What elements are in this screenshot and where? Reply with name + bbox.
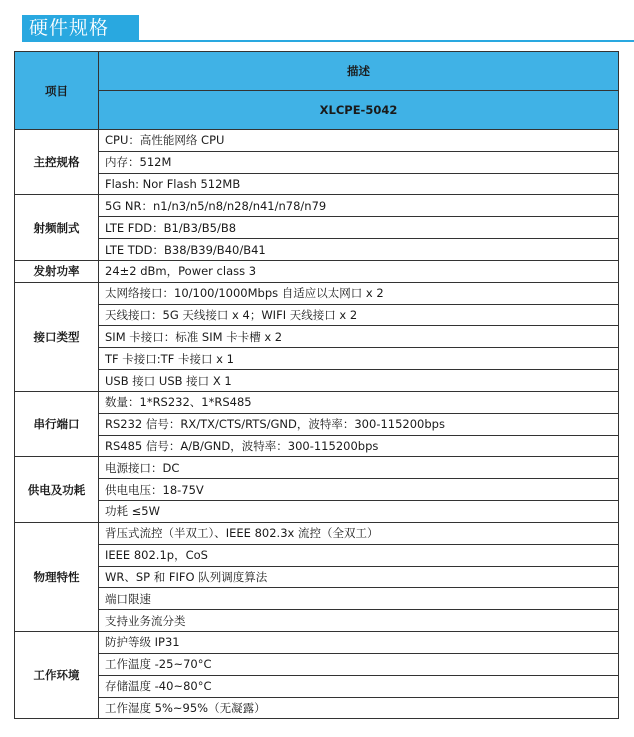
table-row [15,479,619,501]
category-cell: 接口类型 [15,282,99,391]
description-cell: 电源接口：DC [99,457,619,479]
table-row [15,544,619,566]
table-row [15,173,619,195]
description-cell: 工作温度 -25~70°C [99,653,619,675]
table-row [15,566,619,588]
table-row [15,304,619,326]
table-row [15,653,619,675]
header-model: XLCPE-5042 [99,91,619,130]
table-row [15,413,619,435]
category-cell: 工作环境 [15,632,99,719]
header-desc: 描述 [99,52,619,91]
table-row [15,260,619,282]
table-row [15,370,619,392]
table-row [15,348,619,370]
description-cell: 5G NR：n1/n3/n5/n8/n28/n41/n78/n79 [99,195,619,217]
table-row [15,457,619,479]
description-cell: 支持业务流分类 [99,610,619,632]
table-row [15,610,619,632]
category-cell: 串行端口 [15,391,99,456]
category-cell: 射频制式 [15,195,99,260]
category-cell: 主控规格 [15,130,99,195]
description-cell: CPU：高性能网络 CPU [99,130,619,152]
table-row [15,697,619,719]
table-row [15,391,619,413]
table-row [15,675,619,697]
description-cell: 防护等级 IP31 [99,632,619,654]
table-row [15,435,619,457]
category-cell: 供电及功耗 [15,457,99,522]
category-cell: 物理特性 [15,522,99,631]
spec-table [14,51,619,719]
description-cell: 数量：1*RS232、1*RS485 [99,391,619,413]
table-row [15,130,619,152]
description-cell: 存储温度 -40~80°C [99,675,619,697]
table-row [15,239,619,261]
description-cell: 供电电压：18-75V [99,479,619,501]
header-item: 项目 [15,52,99,130]
description-cell: 24±2 dBm，Power class 3 [99,260,619,282]
table-row [15,195,619,217]
description-cell: LTE FDD：B1/B3/B5/B8 [99,217,619,239]
table-row [15,522,619,544]
section-title: 硬件规格 [22,15,139,42]
description-cell: TF 卡接口:TF 卡接口 x 1 [99,348,619,370]
table-row [15,588,619,610]
description-cell: 太网络接口：10/100/1000Mbps 自适应以太网口 x 2 [99,282,619,304]
description-cell: 端口限速 [99,588,619,610]
description-cell: SIM 卡接口：标准 SIM 卡卡槽 x 2 [99,326,619,348]
category-cell: 发射功率 [15,260,99,282]
description-cell: 内存：512M [99,151,619,173]
description-cell: USB 接口 USB 接口 X 1 [99,370,619,392]
table-row [15,501,619,523]
description-cell: 功耗 ≤5W [99,501,619,523]
description-cell: LTE TDD：B38/B39/B40/B41 [99,239,619,261]
description-cell: 工作湿度 5%~95%（无凝露） [99,697,619,719]
table-row [15,326,619,348]
description-cell: RS232 信号：RX/TX/CTS/RTS/GND，波特率：300-115200bps [99,413,619,435]
description-cell: 天线接口：5G 天线接口 x 4；WIFI 天线接口 x 2 [99,304,619,326]
description-cell: IEEE 802.1p，CoS [99,544,619,566]
table-row [15,151,619,173]
table-row [15,282,619,304]
description-cell: 背压式流控（半双工）、IEEE 802.3x 流控（全双工） [99,522,619,544]
table-row [15,217,619,239]
description-cell: WR、SP 和 FIFO 队列调度算法 [99,566,619,588]
table-row [15,632,619,654]
title-underline [22,40,634,42]
description-cell: RS485 信号：A/B/GND，波特率：300-115200bps [99,435,619,457]
description-cell: Flash: Nor Flash 512MB [99,173,619,195]
